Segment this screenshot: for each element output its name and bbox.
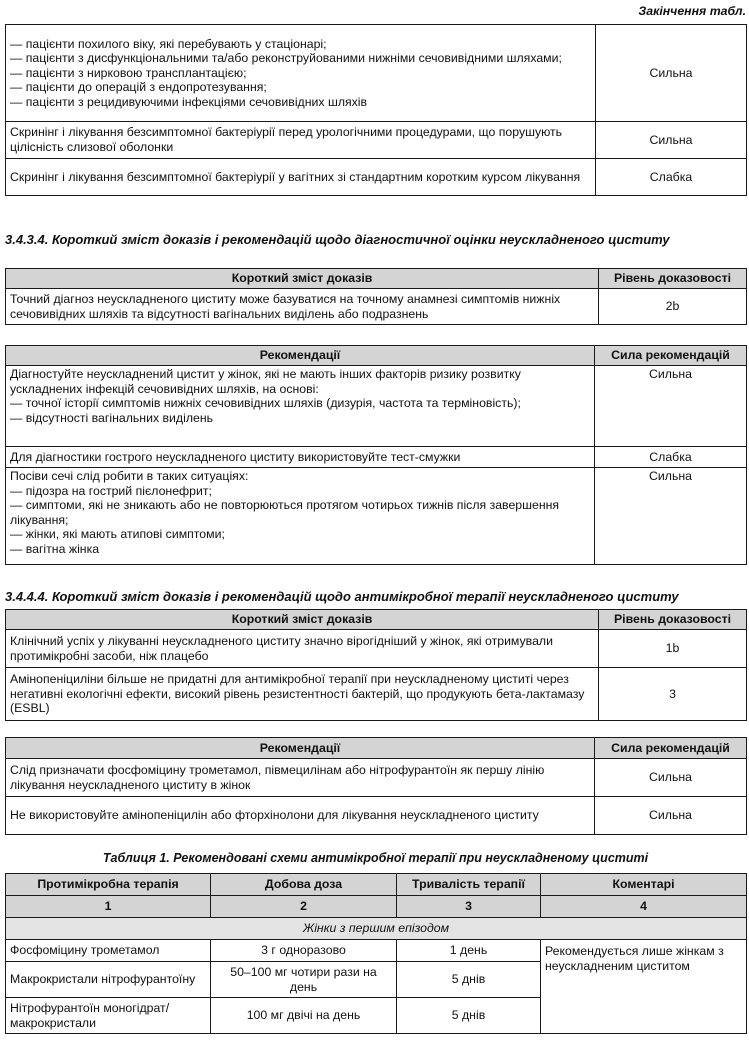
duration-cell: 5 днів: [397, 962, 541, 998]
column-header: Сила рекомендацій: [595, 346, 747, 366]
recommendation-cell: Скринінг і лікування безсимптомної бактеріурії перед урологічними процедурами, що порушують цілісність слизової оболонки: [6, 122, 596, 159]
column-header: Рекомендації: [6, 738, 595, 759]
evidence-cell: Клінічний успіх у лікуванні неускладненого циститу значно вірогідніший у жінок, які отримували протимікробні засоби, ніж плацебо: [6, 630, 599, 668]
table-row: [6, 159, 747, 196]
table-row: [6, 630, 747, 668]
table-header-row: [6, 738, 747, 759]
list-item: Посіви сечі слід робити в таких ситуаціях:: [10, 469, 249, 483]
recommendations-table-3444: [5, 737, 747, 835]
evidence-table-3444: [5, 609, 747, 721]
recommendation-cell: Слід призначати фосфоміцину трометамол, півмецилінам або нітрофурантоїн як першу лінію лікування неускладненого циститу в жінок: [6, 759, 595, 797]
table1-title: Таблиця 1. Рекомендовані схеми антимікробної терапії при неускладненому циститі: [102, 851, 649, 865]
column-number-row: [6, 896, 747, 918]
recommendation-cell: Для діагностики гострого неускладненого циститу використовуйте тест-смужки: [6, 447, 595, 468]
column-header: Протимікробна терапія: [6, 874, 211, 896]
list-item: Діагностуйте неускладнений цистит у жінок, які не мають інших факторів ризику розвитку ускладнених інфекцій сечовивідних шляхів, на основі:: [10, 367, 521, 396]
table-row: [6, 447, 747, 468]
strength-cell: Сильна: [596, 25, 747, 122]
recommendations-table-3434: [5, 345, 747, 565]
recommendation-cell: [6, 366, 595, 447]
table-header-row: [6, 874, 747, 896]
table-row: [6, 468, 747, 565]
recommendation-cell: Не використовуйте амінопеніцилін або фторхінолони для лікування неускладненого циститу: [6, 797, 595, 835]
duration-cell: 1 день: [397, 940, 541, 962]
evidence-cell: Точний діагноз неускладненого циститу може базуватися на точному анамнезі симптомів нижніх сечовивідних шляхів та відсутності вагінальних виділень або подразнень: [6, 289, 599, 325]
group-subheading: Жінки з першим епізодом: [6, 918, 747, 940]
list-item: — пацієнти до операцій з ендопротезування;: [10, 80, 267, 95]
strength-cell: Сильна: [596, 122, 747, 159]
table-row: [6, 122, 747, 159]
risk-groups-cell: [6, 25, 596, 122]
column-header: Коментарі: [541, 874, 747, 896]
strength-cell: Сильна: [595, 759, 747, 797]
table-header-row: [6, 610, 747, 630]
recommendation-cell: Скринінг і лікування безсимптомної бактеріурії у вагітних зі стандартним коротким курсом лікування: [6, 159, 596, 196]
strength-cell: Слабка: [595, 447, 747, 468]
table-row: [6, 366, 747, 447]
level-cell: 1b: [599, 630, 747, 668]
subheading-row: [6, 918, 747, 940]
evidence-table-3434: [5, 268, 747, 325]
table-row: [6, 759, 747, 797]
list-item: — підозра на гострий пієлонефрит;: [10, 483, 212, 498]
duration-cell: 5 днів: [397, 998, 541, 1034]
list-item: — вагітна жінка: [10, 541, 100, 556]
strength-cell: Сильна: [595, 468, 747, 565]
column-header: Короткий зміст доказів: [6, 610, 599, 630]
column-number: 3: [397, 896, 541, 918]
section-heading-3434: 3.4.3.4. Короткий зміст доказів і рекомендацій щодо діагностичної оцінки неускладненого циститу: [5, 232, 670, 247]
column-header: Добова доза: [211, 874, 397, 896]
table-header-row: [6, 346, 747, 366]
column-number: 2: [211, 896, 397, 918]
strength-cell: Сильна: [595, 797, 747, 835]
column-number: 4: [541, 896, 747, 918]
table-row: [6, 668, 747, 721]
column-header: Тривалість терапії: [397, 874, 541, 896]
dose-cell: 3 г одноразово: [211, 940, 397, 962]
dose-cell: 50–100 мг чотири рази на день: [211, 962, 397, 998]
column-header: Рівень доказовості: [599, 269, 747, 289]
list-item: — пацієнти з нирковою трансплантацією;: [10, 65, 247, 80]
table-row: [6, 25, 747, 122]
strength-cell: Слабка: [596, 159, 747, 196]
list-item: — пацієнти похилого віку, які перебувають у стаціонарі;: [10, 36, 327, 51]
column-header: Рекомендації: [6, 346, 595, 366]
recommendation-cell: [6, 468, 595, 565]
therapy-cell: Макрокристали нітрофурантоїну: [6, 962, 211, 998]
strength-cell: Сильна: [595, 366, 747, 447]
therapy-cell: Нітрофурантоїн моногідрат/ макрокристали: [6, 998, 211, 1034]
column-header: Рівень доказовості: [599, 610, 747, 630]
table1: [5, 873, 747, 1034]
section-heading-3444: 3.4.4.4. Короткий зміст доказів і рекомендацій щодо антимікробної терапії неускладненого циститу: [5, 589, 679, 604]
list-item: — жінки, які мають атипові симптоми;: [10, 527, 225, 542]
continuation-label: Закінчення табл.: [638, 4, 746, 18]
comment-cell: Рекомендується лише жінкам з неускладненим циститом: [541, 940, 747, 1034]
table-row: [6, 289, 747, 325]
therapy-cell: Фосфоміцину трометамол: [6, 940, 211, 962]
list-item: — точної історії симптомів нижніх сечовивідних шляхів (дизурія, частота та терміновість);: [10, 396, 521, 411]
continuation-table: [5, 24, 747, 196]
level-cell: 3: [599, 668, 747, 721]
table-header-row: [6, 269, 747, 289]
list-item: — пацієнти з рецидивуючими інфекціями сечовивідних шляхів: [10, 94, 368, 109]
list-item: — пацієнти з дисфункціональними та/або реконструйованими нижніми сечовивідними шляхами;: [10, 51, 562, 66]
column-header: Короткий зміст доказів: [6, 269, 599, 289]
table-row: [6, 940, 747, 962]
dose-cell: 100 мг двічі на день: [211, 998, 397, 1034]
level-cell: 2b: [599, 289, 747, 325]
column-header: Сила рекомендацій: [595, 738, 747, 759]
column-number: 1: [6, 896, 211, 918]
list-item: — симптоми, які не зникають або не повторюються протягом чотирьох тижнів після завершення лікування;: [10, 498, 560, 527]
evidence-cell: Амінопеніциліни більше не придатні для антимікробної терапії при неускладненому циститі через негативні екологічні ефекти, високий рівень резистентності бактерій, що продукують бета-лактамазу (ESBL): [6, 668, 599, 721]
list-item: — відсутності вагінальних виділень: [10, 410, 214, 425]
table-row: [6, 797, 747, 835]
